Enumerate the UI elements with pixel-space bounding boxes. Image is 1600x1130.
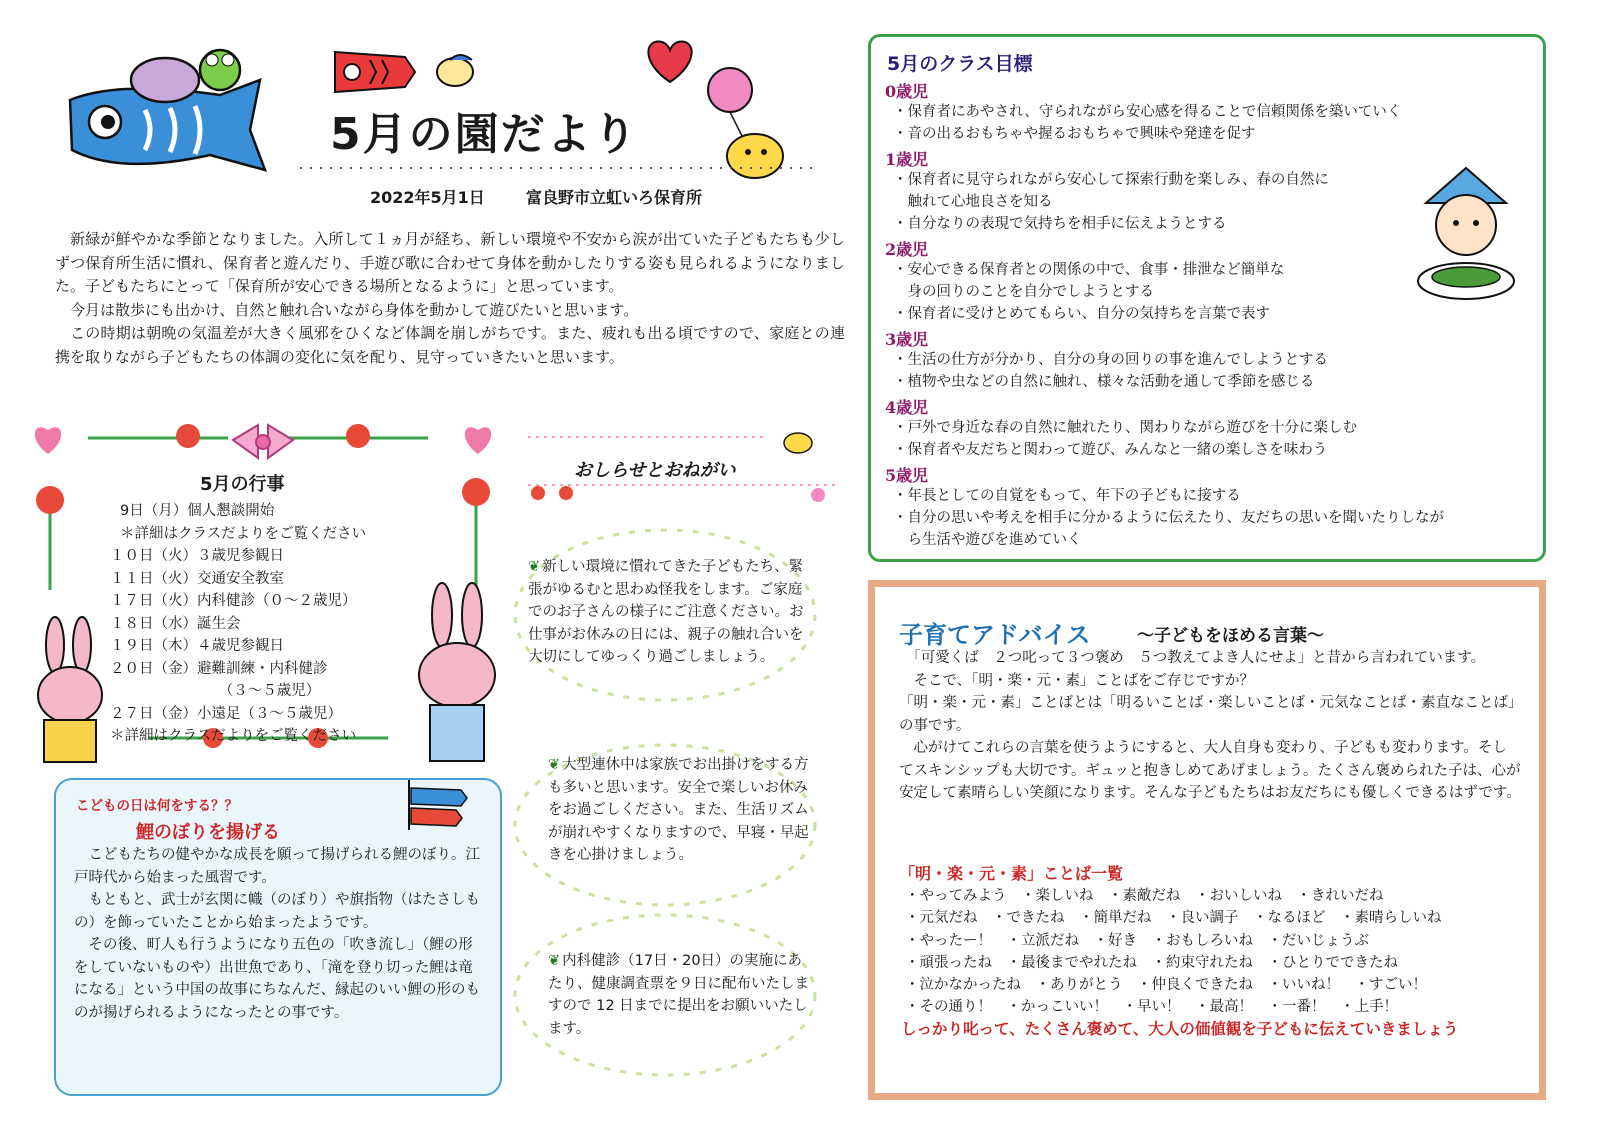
event-item: １１日（火）交通安全教室	[110, 570, 284, 587]
class-goals-title: 5月のクラス目標	[887, 53, 1033, 75]
goal-line: ら生活や遊びを進めていく	[893, 532, 1082, 548]
goal-line: ・年長としての自覚をもって、年下の子どもに接する	[893, 488, 1241, 504]
word-row: ・やったー！ ・立派だね ・好き ・おもしろいね ・だいじょうぶ	[905, 932, 1369, 949]
notice-title: おしらせとおねがい	[574, 460, 736, 481]
word-row: ・その通り！ ・かっこいい！ ・早い！ ・最高！ ・一番！ ・上手！	[905, 999, 1398, 1016]
event-item: ２７日（金）小遠足（３～５歳児）	[110, 705, 342, 722]
age-label: 5歳児	[885, 466, 929, 485]
goal-line: ・戸外で身近な春の自然に触れたり、関わりながら遊びを十分に楽しむ	[893, 420, 1357, 436]
boy-with-kashiwamochi-illustration	[1411, 163, 1521, 303]
word-row: ・元気だね ・できたね ・簡単だね ・良い調子 ・なるほど ・素晴らしいね	[905, 910, 1442, 927]
goal-line: ・自分なりの表現で気持ちを相手に伝えようとする	[893, 216, 1227, 232]
kidsday-heading: 鯉のぼりを揚げる	[136, 822, 280, 843]
class-goals-box	[868, 34, 1546, 562]
age-label: 4歳児	[885, 398, 929, 417]
age-label: 3歳児	[885, 330, 929, 349]
advice-paragraph: 心がけてこれらの言葉を使うようにすると、大人自身も変わり、子どもも変わります。そしてスキンシップも大切です。ギュッと抱きしめてあげましょう。たくさん褒められた子は、心が安定して素晴らしい笑顔になります。そんな子どもたちはお友だちにも優しくできるはずです。	[899, 740, 1521, 801]
leaf-icon: ❦	[548, 757, 561, 773]
notice-item: ❦ 大型連休中は家族でお出掛けをする方も多いと思います。安全で楽しいお休みをお過ごしください。また、生活リズムが崩れやすくなりますので、早寝・早起きを心掛けましょう。	[548, 757, 809, 863]
goal-line: ・自分の思いや考えを相手に分かるように伝えたり、友だちの思いを聞いたりしなが	[893, 510, 1444, 526]
age-label: 2歳児	[885, 240, 929, 259]
kidsday-paragraph: こどもたちの健やかな成長を願って揚げられる鯉のぼり。江戸時代から始まった風習です。	[74, 847, 480, 886]
advice-paragraph: そこで、「明・楽・元・素」ことばをご存じですか？	[899, 672, 1254, 689]
event-item: １９日（木）４歳児参観日	[110, 638, 284, 654]
leaf-icon: ❦	[528, 559, 541, 575]
parenting-advice-box	[868, 580, 1546, 1100]
goal-line: 身の回りのことを自分でしようとする	[893, 284, 1154, 300]
advice-subtitle: ～子どもをほめる言葉～	[1137, 626, 1324, 646]
goal-line: 触れて心地良さを知る	[893, 194, 1053, 210]
word-row: ・頑張ったね ・最後までやれたね ・約束守れたね ・ひとりでできたね	[905, 954, 1398, 971]
leaf-icon: ❦	[548, 953, 561, 969]
event-item: １８日（水）誕生会	[110, 615, 241, 632]
word-row: ・やってみよう ・楽しいね ・素敵だね ・おいしいね ・きれいだね	[905, 888, 1384, 904]
dotted-divider	[300, 165, 820, 171]
event-item: ２０日（金）避難訓練・内科健診	[110, 660, 328, 677]
event-item: １７日（火）内科健診（０～２歳児）	[110, 593, 357, 609]
notice-item: ❦ 内科健診（17日・20日）の実施にあたり、健康調査票を９日に配布いたしますので 12 日までに提出をお願いいたします。	[548, 953, 809, 1037]
organization-name: 富良野市立虹いろ保育所	[525, 188, 702, 207]
intro-paragraph: 新緑が鮮やかな季節となりました。入所して１ヵ月が経ち、新しい環境や不安から涙が出ていた子どもたちも少しずつ保育所生活に慣れ、保育者と遊んだり、手遊び歌に合わせて身体を動かしたりする姿も見られるようになりました。子どもたちにとって「保育所が安心できる場所となるように」と思っています。	[55, 230, 845, 295]
intro-paragraph: 今月は散歩にも出かけ、自然と触れ合いながら身体を動かして遊びたいと思います。	[70, 300, 639, 319]
goal-line: ・植物や虫などの自然に触れ、様々な活動を通して季節を感じる	[893, 374, 1315, 390]
intro-text	[55, 228, 845, 369]
rabbit-left-illustration	[30, 615, 110, 765]
goal-line: ・保育者や友だちと関わって遊び、みんなと一緒の楽しさを味わう	[893, 442, 1328, 458]
event-item: ＊詳細はクラスだよりをご覧ください	[120, 525, 367, 542]
age-label: 1歳児	[885, 150, 929, 169]
age-label: 0歳児	[885, 82, 929, 101]
event-item: （３～５歳児）	[110, 683, 321, 699]
advice-paragraph: 「明・楽・元・素」ことばとは「明るいことば・楽しいことば・元気なことば・素直なことば」の事です。	[899, 695, 1516, 734]
word-list	[905, 885, 1525, 1019]
advice-title: 子育てアドバイス	[899, 621, 1091, 649]
kidsday-paragraph: その後、町人も行うようになり五色の「吹き流し」（鯉の形をしていないものや）出世魚であり、「滝を登り切った鯉は竜になる」という中国の故事にちなんだ、縁起のいい鯉の形のものが揚げられるようになったとの事です。	[74, 937, 480, 1021]
notice-item: ❦ 新しい環境に慣れてきた子どもたち、緊張がゆるむと思わぬ怪我をします。ご家庭でのお子さんの様子にご注意ください。お仕事がお休みの日には、親子の触れ合いを大切にしてゆっくり過ごしましょう。	[528, 559, 804, 665]
goal-line: ・保育者に見守られながら安心して探索行動を楽しみ、春の自然に	[893, 172, 1329, 188]
advice-paragraph: 「可愛くば ２つ叱って３つ褒め ５つ教えてよき人にせよ」と昔から言われています。	[899, 650, 1486, 666]
goal-line: ・生活の仕方が分かり、自分の身の回りの事を進んでしようとする	[893, 352, 1328, 368]
events-list	[110, 500, 430, 748]
kidsday-question: こどもの日は何をする？？	[76, 798, 238, 814]
word-list-title: 「明・楽・元・素」ことば一覧	[899, 864, 1124, 883]
intro-paragraph: この時期は朝晩の気温差が大きく風邪をひくなど体調を崩しがちです。また、疲れも出る頃ですので、家庭との連携を取りながら子どもたちの体調の変化に気を配り、見守っていきたいと思います。	[55, 324, 845, 366]
bird-icon	[430, 50, 490, 90]
kidsday-box	[54, 778, 502, 1096]
issue-date: 2022年5月1日	[370, 188, 485, 207]
goal-line: ・音の出るおもちゃや握るおもちゃで興味や発達を促す	[893, 126, 1256, 142]
koinobori-illustration	[60, 40, 320, 200]
event-item: １０日（火）３歳児参観日	[110, 548, 284, 564]
word-row: ・泣かなかったね ・ありがとう ・仲良くできたね ・いいね！ ・すごい！	[905, 977, 1427, 994]
event-item: 9日（月）個人懇談開始	[120, 503, 275, 519]
event-item: ＊詳細はクラスだよりをご覧ください	[110, 728, 357, 744]
fish-flag-icon	[330, 42, 420, 102]
koinobori-pole-icon	[401, 780, 481, 830]
issue-date-line	[370, 185, 702, 208]
page-title: 5月の園だより	[330, 109, 639, 160]
advice-closing: しっかり叱って、たくさん褒めて、大人の価値観を子どもに伝えていきましょう	[901, 1020, 1459, 1038]
goal-line: ・保育者にあやされ、守られながら安心感を得ることで信頼関係を築いていく	[893, 104, 1402, 120]
kidsday-body	[74, 844, 484, 1024]
events-title: 5月の行事	[200, 474, 285, 495]
goal-line: ・安心できる保育者との関係の中で、食事・排泄など簡単な	[893, 262, 1285, 278]
goal-line: ・保育者に受けとめてもらい、自分の気持ちを言葉で表す	[893, 306, 1270, 322]
advice-body	[899, 647, 1521, 805]
kidsday-paragraph: もともと、武士が玄関に幟（のぼり）や旗指物（はたさしもの）を飾っていたことから始まったようです。	[74, 892, 480, 931]
